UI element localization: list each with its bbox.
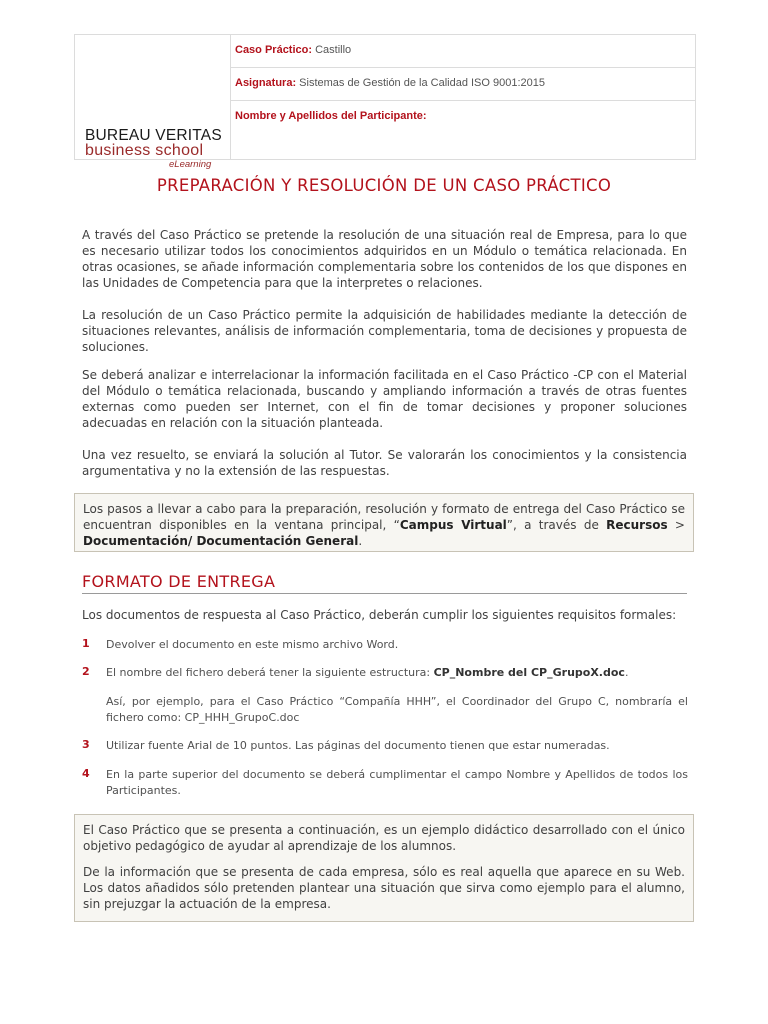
campus-virtual-label: Campus Virtual [399, 518, 507, 532]
disclaimer-paragraph-2: De la información que se presenta de cada empresa, sólo es real aquella que aparece en su Web. Los datos añadidos sólo pretenden plantear una situación que sirva como ejemplo para el alumno, sin prejuzgar la actuación de la empresa. [83, 865, 685, 911]
asignatura-row [231, 68, 695, 101]
box1-text-b: ”, a través de [506, 518, 607, 532]
page-title: PREPARACIÓN Y RESOLUCIÓN DE UN CASO PRÁCTICO [156, 176, 612, 195]
list-item-number: 1 [82, 637, 90, 650]
logo-line-1: BUREAU VERITAS [85, 127, 222, 144]
intro-paragraph-3: Se deberá analizar e interrelacionar la información facilitada en el Caso Práctico -CP con el Material del Módulo o temática relacionada, buscando y ampliando información a través de otras fuentes externas como pueden ser Internet, con el fin de tomar decisiones y proponer soluciones adecuadas en relación con la situación planteada. [82, 368, 687, 430]
header-table [74, 34, 696, 170]
list-item-text: Devolver el documento en este mismo archivo Word. [106, 638, 399, 651]
info-box-campus [74, 493, 694, 552]
intro-paragraph-4: Una vez resuelto, se enviará la solución al Tutor. Se valorarán los conocimientos y la consistencia argumentativa y no la extensión de las respuestas. [82, 448, 687, 478]
list-item-2-end: . [624, 666, 629, 679]
section-divider [82, 593, 687, 594]
box1-text-c: > [667, 518, 685, 532]
caso-row [231, 35, 695, 68]
section-title: FORMATO DE ENTREGA [82, 572, 276, 591]
asignatura-label: Asignatura: [235, 77, 297, 89]
list-item-number: 4 [82, 767, 90, 780]
box1-text-a: Los pasos a llevar a cabo para la preparación, resolución y formato de entrega del Caso Práctico se encuentran disponibles en la ventana principal, “ [83, 502, 685, 532]
box1-text-d: . [358, 534, 363, 548]
list-item-number: 2 [82, 665, 90, 678]
list-item-text [106, 665, 688, 681]
list-item-text: En la parte superior del documento se deberá cumplimentar el campo Nombre y Apellidos de todos los Participantes. [106, 768, 688, 797]
caso-label: Caso Práctico: [235, 44, 313, 56]
section-lead: Los documentos de respuesta al Caso Práctico, deberán cumplir los siguientes requisitos formales: [82, 608, 677, 622]
list-item-text: Utilizar fuente Arial de 10 puntos. Las páginas del documento tienen que estar numeradas. [106, 739, 610, 752]
participante-label: Nombre y Apellidos del Participante: [235, 110, 427, 122]
filename-format: CP_Nombre del CP_GrupoX.doc [433, 666, 625, 679]
intro-paragraph-1: A través del Caso Práctico se pretende la resolución de una situación real de Empresa, para lo que es necesario utilizar todos los conocimientos adquiridos en un Módulo o temática relacionada. En otras ocasiones, se añade información complementaria sobre los contenidos de los que dispones en las Unidades de Competencia para que la interpretes o relaciones. [82, 228, 687, 290]
logo-line-3: eLearning [169, 159, 212, 170]
list-item-number: 3 [82, 738, 90, 751]
info-box-campus-text [83, 501, 685, 549]
disclaimer-paragraph-1: El Caso Práctico que se presenta a continuación, es un ejemplo didáctico desarrollado con el único objetivo pedagógico de ayudar al aprendizaje de los alumnos. [83, 823, 685, 853]
recursos-label: Recursos [606, 518, 668, 532]
logo [75, 35, 231, 170]
participante-row [231, 101, 695, 159]
asignatura-value: Sistemas de Gestión de la Calidad ISO 9001:2015 [296, 77, 545, 89]
document-page [74, 34, 696, 911]
caso-value: Castillo [312, 44, 352, 56]
list-item-2-text: El nombre del fichero deberá tener la siguiente estructura: [106, 666, 434, 679]
disclaimer-box [74, 814, 694, 922]
intro-paragraph-2: La resolución de un Caso Práctico permite la adquisición de habilidades mediante la detección de situaciones relevantes, análisis de información complementaria, toma de decisiones y propuesta de soluciones. [82, 308, 687, 354]
filename-example: Así, por ejemplo, para el Caso Práctico “Compañía HHH”, el Coordinador del Grupo C, nombraría el fichero como: CP_HHH_GrupoC.doc [106, 695, 688, 724]
logo-line-2: business school [85, 142, 204, 159]
documentacion-label: Documentación/ Documentación General [83, 534, 359, 548]
